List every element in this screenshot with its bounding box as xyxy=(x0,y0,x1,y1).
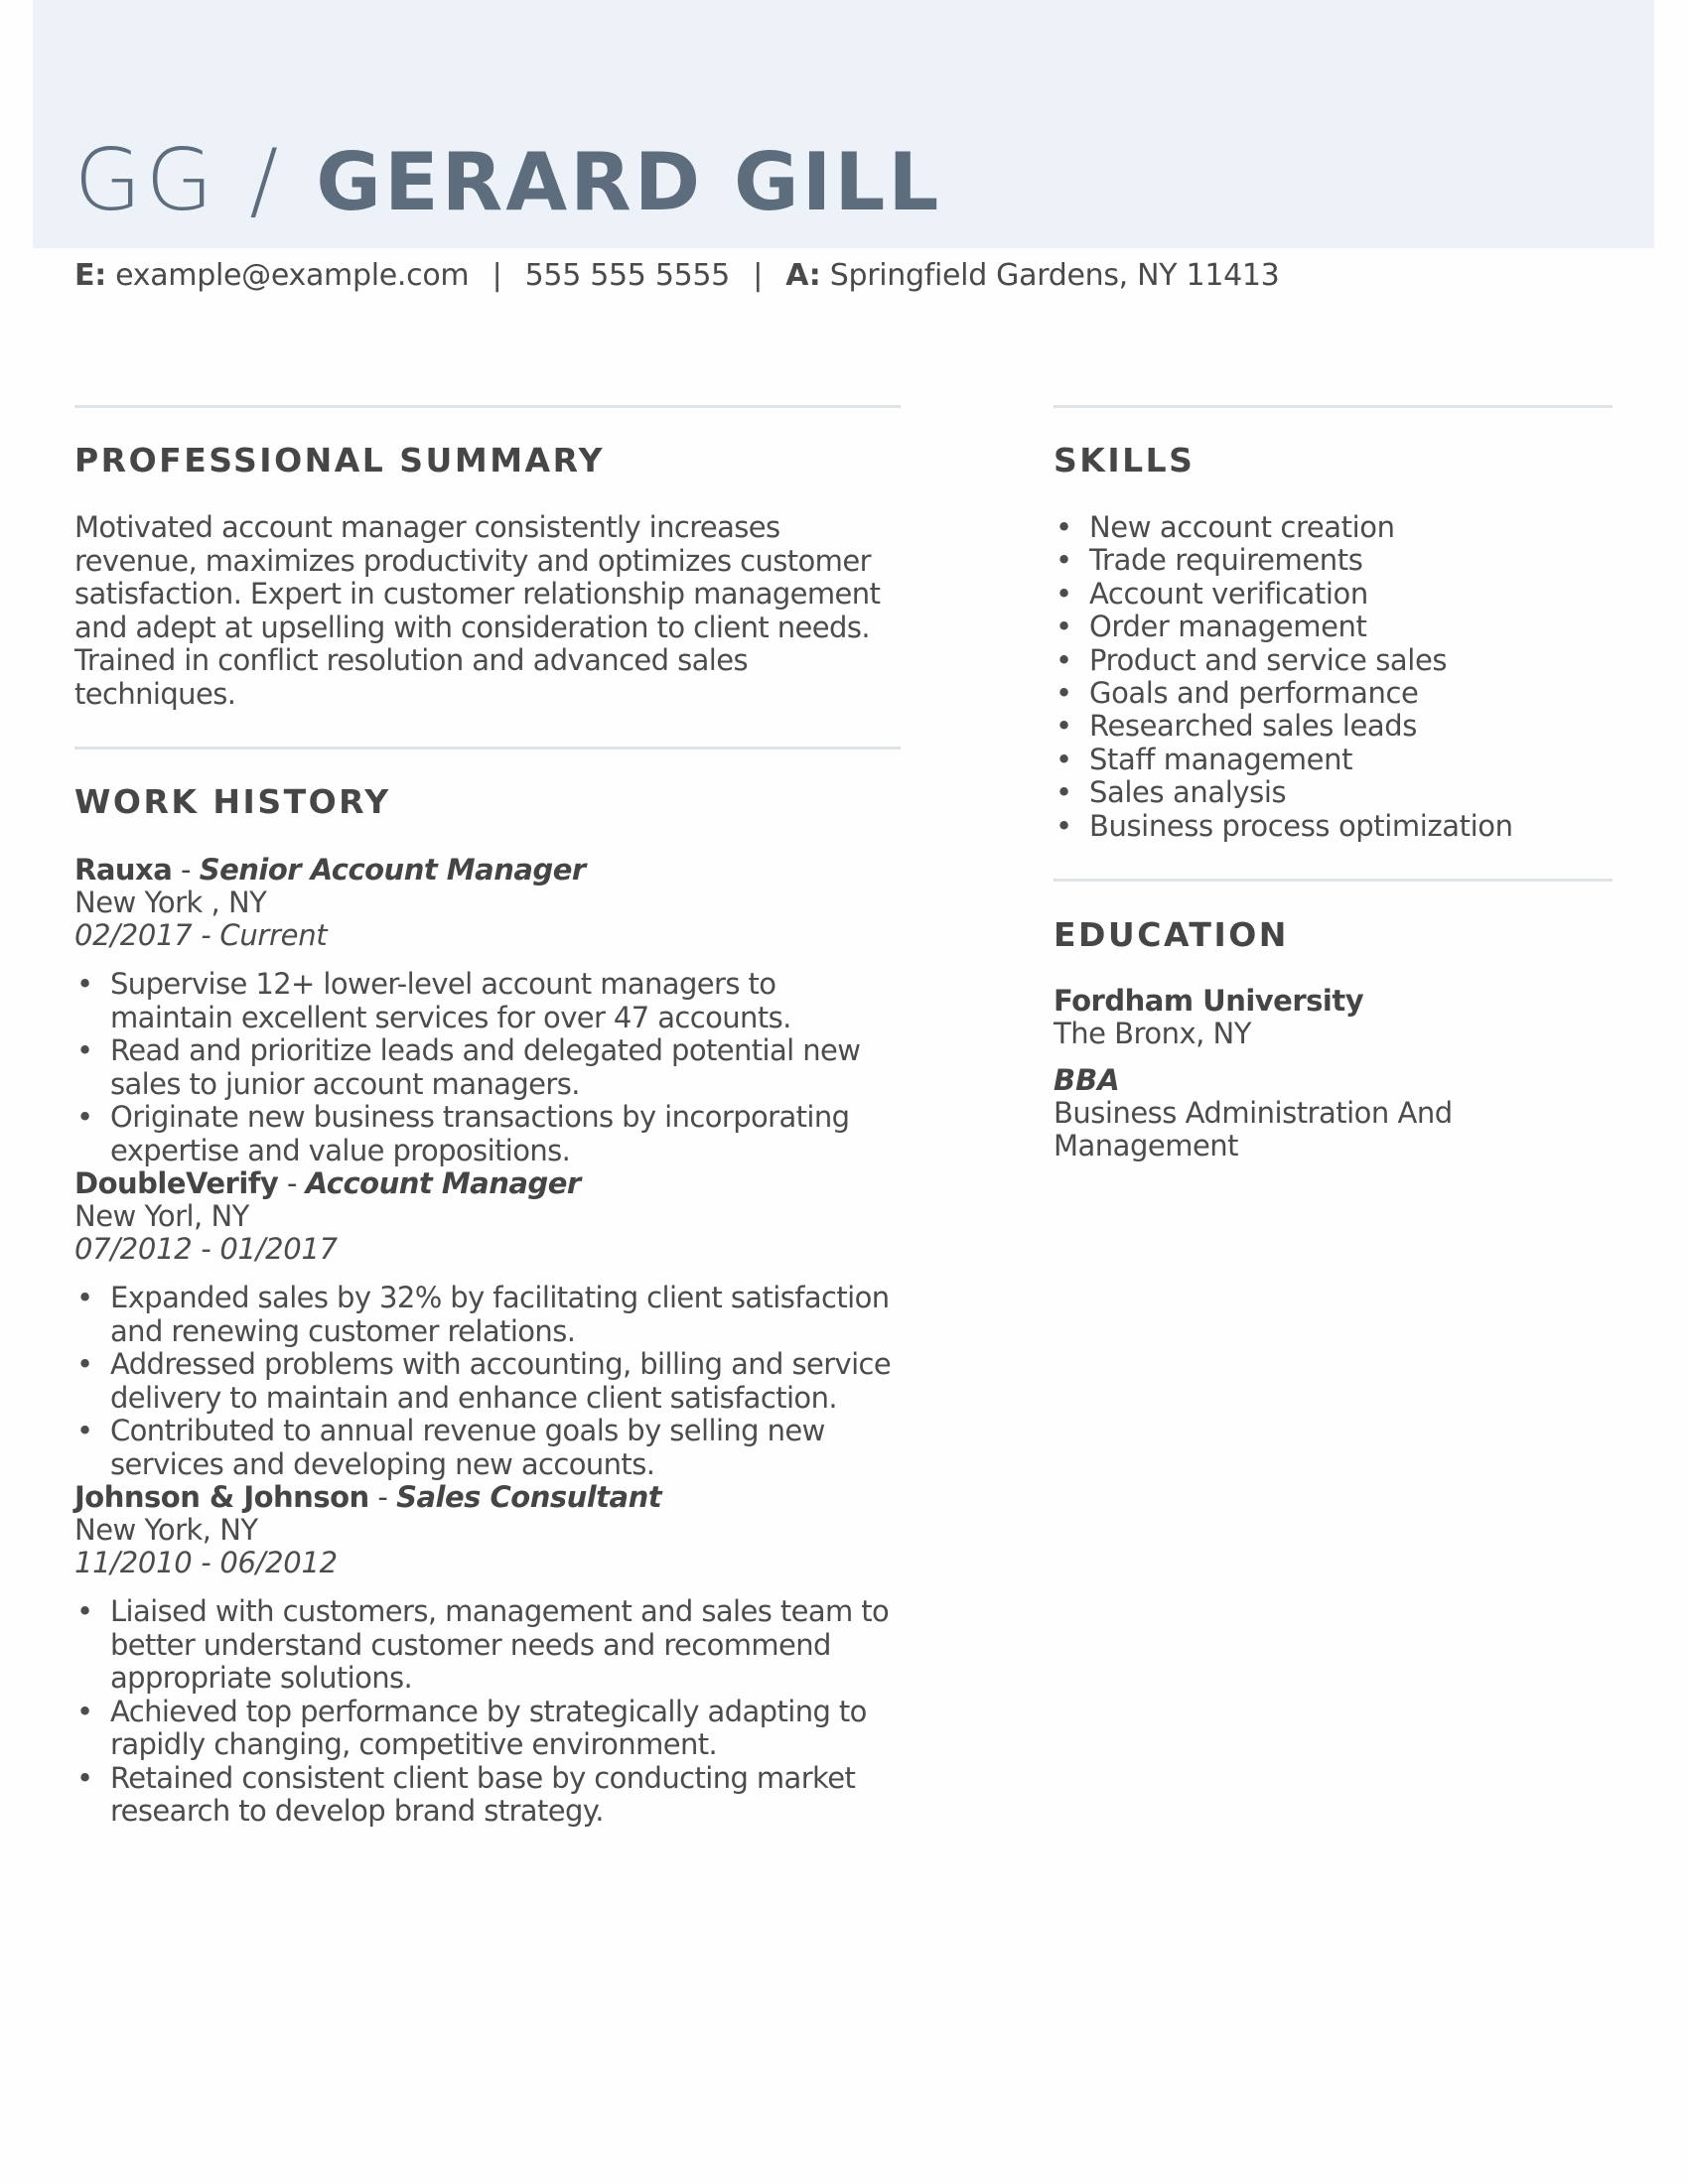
job-bullet: • Contributed to annual revenue goals by selling new services and developing new accounts. xyxy=(74,1415,899,1481)
divider-skills xyxy=(1054,405,1613,408)
education-degree: BBA xyxy=(1054,1063,1120,1097)
job-role: Sales Consultant xyxy=(396,1480,662,1514)
job-bullets xyxy=(74,968,899,1167)
skill-item: • Account verification xyxy=(1054,578,1649,611)
education-entry xyxy=(1054,985,1649,1162)
skill-item: • Researched sales leads xyxy=(1054,710,1649,743)
phone-number[interactable]: 555 555 5555 xyxy=(524,258,730,293)
job-bullet: • Addressed problems with accounting, billing and service delivery to maintain and enhance client satisfaction. xyxy=(74,1348,899,1415)
job-role: Senior Account Manager xyxy=(199,853,586,887)
contact-divider: | xyxy=(753,258,764,293)
address-label: A: xyxy=(785,258,821,293)
divider-work-history xyxy=(74,747,901,750)
job-location: New York, NY xyxy=(74,1513,258,1547)
job-dash: - xyxy=(278,1166,306,1200)
work-history-list xyxy=(74,854,899,1829)
name-initials: GG xyxy=(73,131,217,230)
job-dash: - xyxy=(368,1480,397,1514)
job-company: Rauxa xyxy=(74,853,173,887)
skill-item: • Business process optimization xyxy=(1054,810,1649,843)
job-bullet: • Expanded sales by 32% by facilitating client satisfaction and renewing customer relations. xyxy=(74,1282,899,1348)
contact-divider: | xyxy=(492,258,502,293)
job-entry xyxy=(74,854,899,1167)
skill-item: • New account creation xyxy=(1054,511,1649,544)
education-field: Business Administration And Management xyxy=(1054,1096,1453,1162)
section-title-work-history: WORK HISTORY xyxy=(74,782,391,821)
job-entry xyxy=(74,1167,899,1481)
full-name: GERARD GILL xyxy=(316,136,942,228)
divider-summary xyxy=(74,405,901,408)
email-label: E: xyxy=(74,258,106,293)
job-dates: 02/2017 - Current xyxy=(74,918,328,952)
education-school: Fordham University xyxy=(1054,984,1364,1018)
section-title-summary: PROFESSIONAL SUMMARY xyxy=(74,441,606,479)
job-location: New York , NY xyxy=(74,886,267,919)
email-address[interactable]: example@example.com xyxy=(115,258,470,293)
skill-item: • Trade requirements xyxy=(1054,544,1649,577)
job-heading xyxy=(74,854,899,887)
job-role: Account Manager xyxy=(305,1166,581,1200)
job-heading xyxy=(74,1481,899,1514)
job-bullet: • Achieved top performance by strategically adapting to rapidly changing, competitive environment. xyxy=(74,1696,899,1762)
job-dates: 11/2010 - 06/2012 xyxy=(74,1546,338,1579)
job-bullet: • Originate new business transactions by incorporating expertise and value propositions. xyxy=(74,1101,899,1167)
skill-item: • Staff management xyxy=(1054,744,1649,776)
job-company: DoubleVerify xyxy=(74,1166,279,1200)
job-company: Johnson & Johnson xyxy=(74,1480,369,1514)
job-bullets xyxy=(74,1282,899,1481)
job-heading xyxy=(74,1167,899,1200)
summary-text: Motivated account manager consistently increases revenue, maximizes productivity and optimizes customer satisfaction. Expert in customer relationship management and adept at upselling with consideration to client needs. Trained in conflict resolution and advanced sales techniques. xyxy=(74,510,881,711)
job-bullet: • Supervise 12+ lower-level account managers to maintain excellent services for over 47 accounts. xyxy=(74,968,899,1034)
education-location: The Bronx, NY xyxy=(1054,1017,1251,1050)
skill-item: • Goals and performance xyxy=(1054,677,1649,710)
job-bullet: • Read and prioritize leads and delegated potential new sales to junior account managers. xyxy=(74,1034,899,1101)
name-heading xyxy=(75,131,941,230)
divider-education xyxy=(1054,879,1613,882)
name-separator: / xyxy=(249,131,279,230)
section-title-skills: SKILLS xyxy=(1054,441,1196,479)
skill-item: • Sales analysis xyxy=(1054,776,1649,809)
section-title-education: EDUCATION xyxy=(1054,915,1289,954)
job-bullet: • Retained consistent client base by conducting market research to develop brand strategy. xyxy=(74,1762,899,1829)
address: Springfield Gardens, NY 11413 xyxy=(829,258,1280,293)
skill-item: • Product and service sales xyxy=(1054,644,1649,677)
job-dates: 07/2012 - 01/2017 xyxy=(74,1232,338,1266)
job-bullets xyxy=(74,1595,899,1829)
contact-line xyxy=(74,258,1279,293)
skill-item: • Order management xyxy=(1054,611,1649,643)
job-location: New Yorl, NY xyxy=(74,1199,249,1233)
job-dash: - xyxy=(172,853,200,887)
job-bullet: • Liaised with customers, management and sales team to better understand customer needs and recommend appropriate solutions. xyxy=(74,1595,899,1696)
job-entry xyxy=(74,1481,899,1829)
skills-list xyxy=(1054,511,1649,843)
